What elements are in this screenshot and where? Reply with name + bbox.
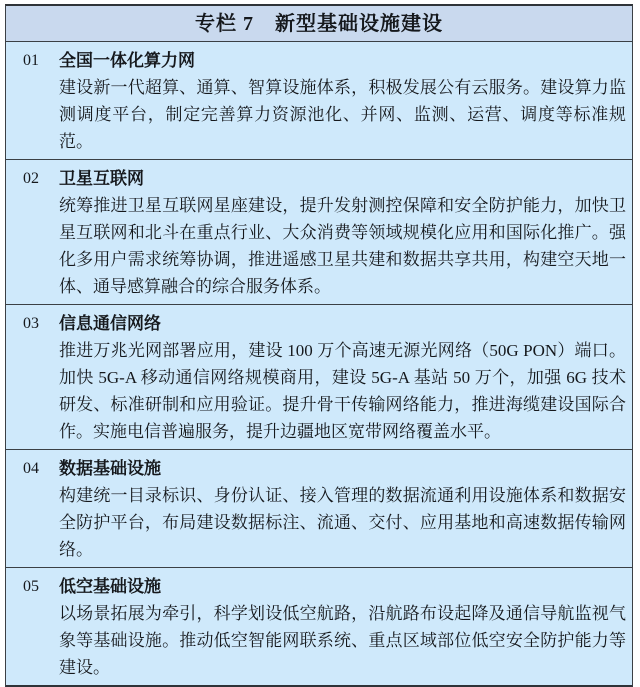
item-content: [59, 455, 632, 563]
panel-title: 专栏 7 新型基础设施建设: [6, 6, 632, 42]
item-number: 02: [23, 170, 39, 187]
item-description: 建设新一代超算、通算、智算设施体系，积极发展公有云服务。建设算力监测调度平台，制定完善算力资源池化、并网、监测、运营、调度等标准规范。: [59, 78, 626, 151]
item-number: 03: [23, 315, 39, 332]
panel-item-1: [6, 42, 632, 159]
item-content: [59, 573, 632, 681]
item-description: 以场景拓展为牵引，科学划设低空航路，沿航路布设起降及通信导航监视气象等基础设施。推动低空智能网联系统、重点区域部位低空安全防护能力等建设。: [59, 604, 626, 677]
panel-item-2: [6, 159, 632, 304]
item-description: 推进万兆光网部署应用，建设 100 万个高速无源光网络（50G PON）端口。加快 5G-A 移动通信网络规模商用，建设 5G-A 基站 50 万个，加强 6G 技术研发、标准研制和应用验证。提升骨干传输网络能力，推进海缆建设国际合作。实施电信普遍服务，提升边疆地区宽带网络覆盖水平。: [59, 341, 626, 441]
item-description: 构建统一目录标识、身份认证、接入管理的数据流通利用设施体系和数据安全防护平台，布局建设数据标注、流通、交付、应用基地和高速数据传输网络。: [59, 486, 626, 559]
item-description: 统筹推进卫星互联网星座建设，提升发射测控保障和安全防护能力，加快卫星互联网和北斗在重点行业、大众消费等领域规模化应用和国际化推广。强化多用户需求统筹协调，推进遥感卫星共建和数据共享共用，构建空天地一体、通导感算融合的综合服务体系。: [59, 196, 626, 296]
panel-item-4: [6, 449, 632, 567]
item-title: 数据基础设施: [59, 459, 161, 478]
panel-item-5: [6, 567, 632, 685]
item-content: [59, 310, 632, 445]
item-title: 低空基础设施: [59, 577, 161, 596]
item-title: 信息通信网络: [59, 314, 161, 333]
item-content: [59, 47, 632, 155]
infrastructure-column-panel: [5, 4, 633, 687]
item-content: [59, 165, 632, 300]
item-number: 01: [23, 52, 39, 69]
item-number: 04: [23, 460, 39, 477]
panel-item-3: [6, 304, 632, 449]
item-title: 全国一体化算力网: [59, 51, 195, 70]
item-title: 卫星互联网: [59, 169, 144, 188]
item-number: 05: [23, 578, 39, 595]
